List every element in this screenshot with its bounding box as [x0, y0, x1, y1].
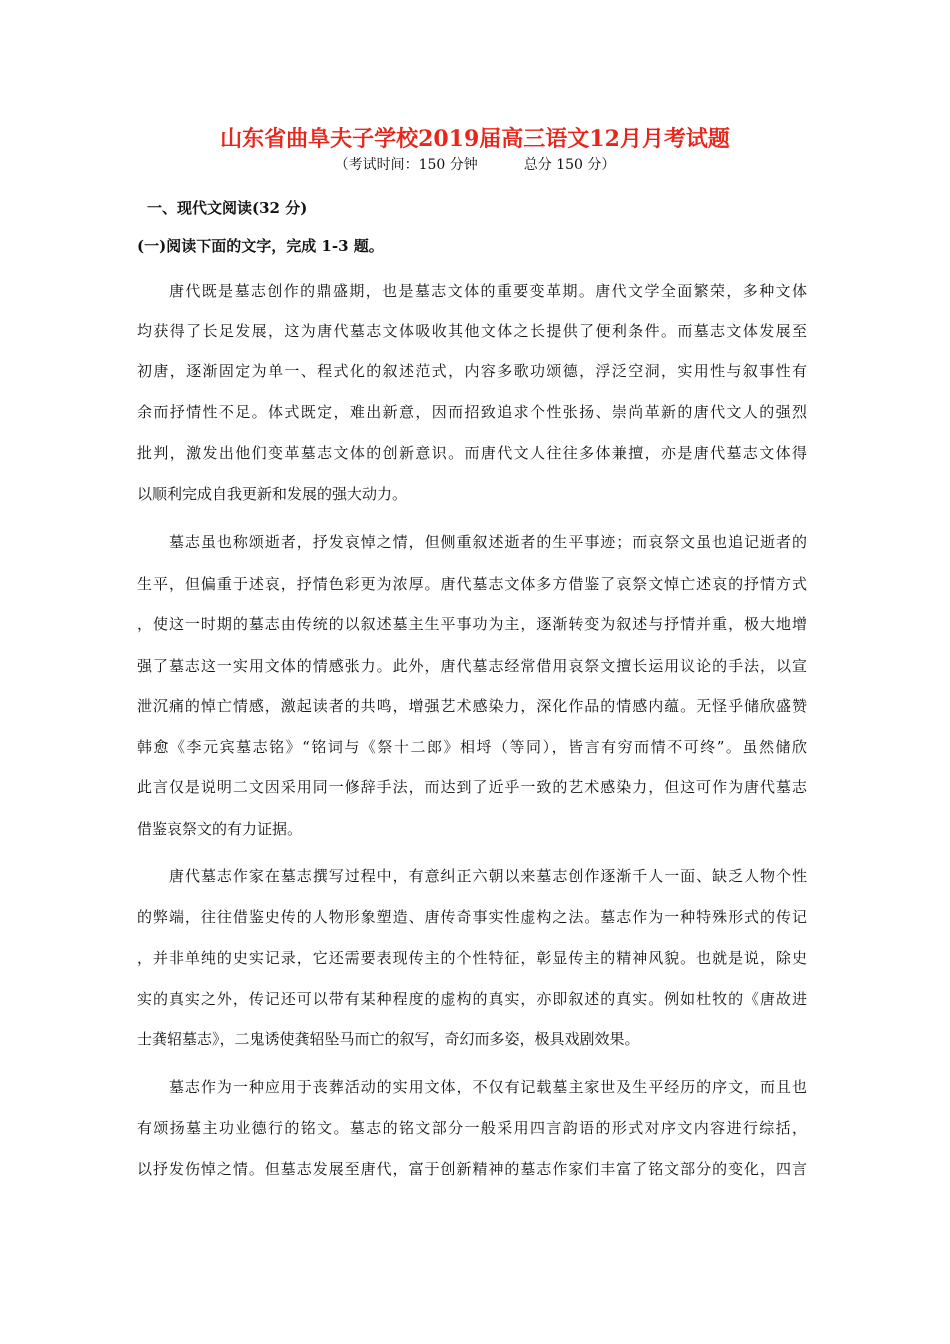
paragraph-line: 以抒发伤悼之情。但墓志发展至唐代，富于创新精神的墓志作家们丰富了铭文部分的变化，四言	[137, 1160, 807, 1178]
paragraph-line: 借鉴哀祭文的有力证据。	[137, 820, 303, 838]
document-title: 山东省曲阜夫子学校2019届高三语文12月月考试题	[220, 126, 730, 152]
paragraph-line: 余而抒情性不足。体式既定，难出新意，因而招致追求个性张扬、崇尚革新的唐代文人的强烈	[137, 403, 807, 421]
paragraph-line: 泄沉痛的悼亡情感，激起读者的共鸣，增强艺术感染力，深化作品的情感内蕴。无怪乎储欣盛赞	[137, 697, 807, 715]
paragraph-line: 有颂扬墓主功业德行的铭文。墓志的铭文部分一般采用四言韵语的形式对序文内容进行综括，	[137, 1119, 807, 1137]
paragraph-line: 墓志虽也称颂逝者，抒发哀悼之情，但侧重叙述逝者的生平事迹；而哀祭文虽也追记逝者的	[169, 533, 807, 551]
paragraph-line: 初唐，逐渐固定为单一、程式化的叙述范式，内容多歌功颂德，浮泛空洞，实用性与叙事性有	[137, 362, 807, 380]
paragraph-line: 墓志作为一种应用于丧葬活动的实用文体，不仅有记载墓主家世及生平经历的序文，而且也	[169, 1078, 807, 1096]
paragraph-line: 均获得了长足发展，这为唐代墓志文体吸收其他文体之长提供了便利条件。而墓志文体发展至	[137, 322, 807, 340]
sub-heading: (一)阅读下面的文字，完成 1-3 题。	[137, 237, 384, 255]
paragraph-line: 唐代既是墓志创作的鼎盛期，也是墓志文体的重要变革期。唐代文学全面繁荣，多种文体	[169, 282, 807, 300]
exam-info	[0, 154, 950, 174]
paragraph-line: 唐代墓志作家在墓志撰写过程中，有意纠正六朝以来墓志创作逐渐千人一面、缺乏人物个性	[169, 867, 807, 885]
paragraph-line: 生平，但偏重于述哀，抒情色彩更为浓厚。唐代墓志文体多方借鉴了哀祭文悼亡述哀的抒情方式	[137, 575, 807, 593]
paragraph-line: 强了墓志这一实用文体的情感张力。此外，唐代墓志经常借用哀祭文擅长运用议论的手法，以宣	[137, 657, 807, 675]
paragraph-line: 士龚轺墓志》，二鬼诱使龚轺坠马而亡的叙写，奇幻而多姿，极具戏剧效果。	[137, 1030, 640, 1048]
paragraph-line: 的弊端，往往借鉴史传的人物形象塑造、唐传奇事实性虚构之法。墓志作为一种特殊形式的传记	[137, 908, 807, 926]
paragraph-line: 韩愈《李元宾墓志铭》“铭词与《祭十二郎》相埒（等同），皆言有穷而情不可终”。虽然储欣	[137, 738, 807, 756]
paragraph-line: ，使这一时期的墓志由传统的以叙述墓主生平事功为主，逐渐转变为叙述与抒情并重，极大地增	[137, 615, 807, 633]
paragraph-line: 实的真实之外，传记还可以带有某种程度的虚构的真实，亦即叙述的真实。例如杜牧的《唐故进	[137, 990, 807, 1008]
paragraph-line: 此言仅是说明二文因采用同一修辞手法，而达到了近乎一致的艺术感染力，但这可作为唐代墓志	[137, 778, 807, 796]
paragraph-line: 以顺利完成自我更新和发展的强大动力。	[137, 485, 408, 503]
paragraph-line: 批判，激发出他们变革墓志文体的创新意识。而唐代文人往往多体兼擅，亦是唐代墓志文体得	[137, 444, 807, 462]
total-score: 总分 150 分）	[523, 157, 616, 173]
exam-time: （考试时间：150 分钟	[334, 157, 478, 173]
paragraph-line: ，并非单纯的史实记录，它还需要表现传主的个性特征，彰显传主的精神风貌。也就是说，除史	[137, 949, 807, 967]
section-heading: 一、现代文阅读(32 分)	[147, 199, 308, 217]
